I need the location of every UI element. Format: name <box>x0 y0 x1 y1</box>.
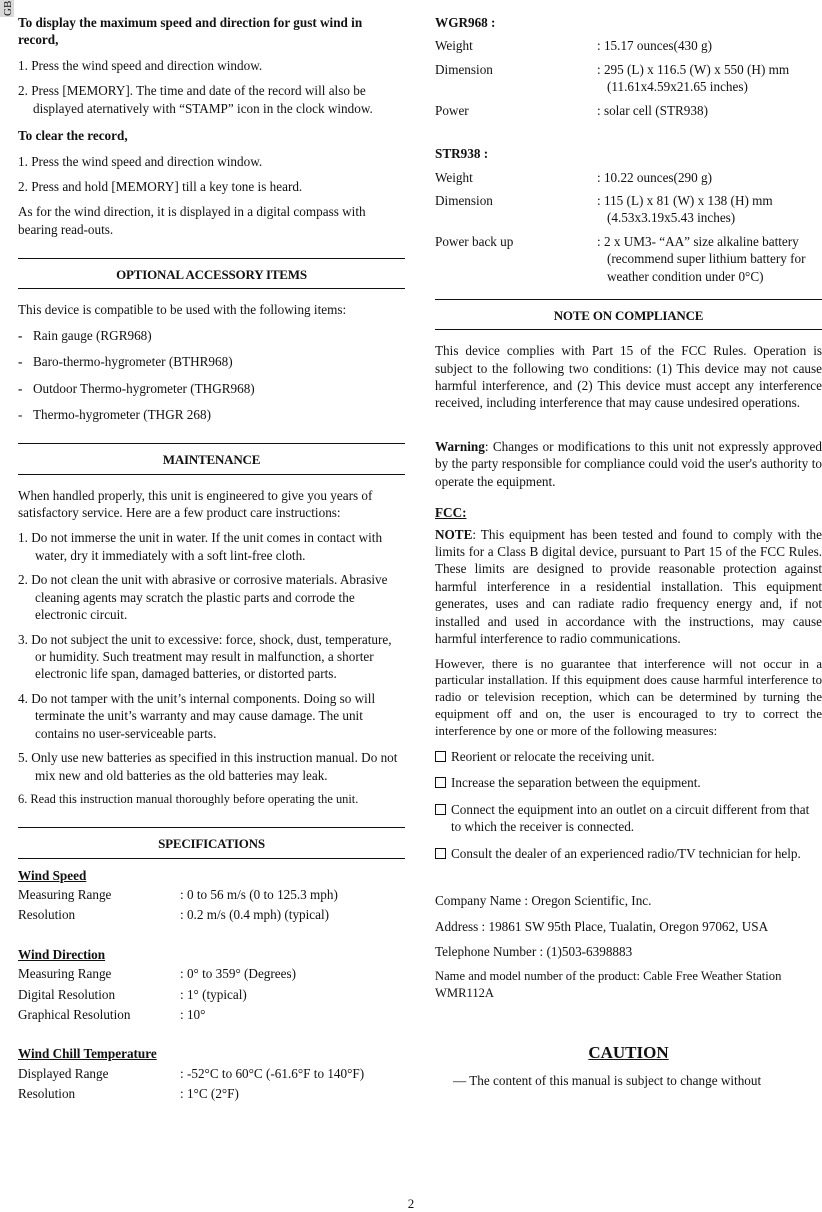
accessory-item <box>18 380 405 397</box>
warning-text: : Changes or modifications to this unit not expressly approved by the party responsible for compliance could void the user's authority to operate the equipment. <box>435 438 822 489</box>
spec-key: Dimension <box>435 192 493 208</box>
maintenance-heading: MAINTENANCE <box>18 443 405 474</box>
spec-key: Graphical Resolution <box>18 1007 131 1023</box>
spec-row <box>435 169 822 186</box>
accessory-intro: This device is compatible to be used with the following items: <box>18 302 347 318</box>
company-telephone: Telephone Number : (1)503-6398883 <box>435 943 633 959</box>
spec-row <box>18 1006 405 1023</box>
measure-item <box>435 801 822 836</box>
spec-value: : 0.2 m/s (0.4 mph) (typical) <box>180 907 330 923</box>
note-label: NOTE <box>435 526 473 542</box>
bullet-dash: - <box>18 354 23 370</box>
maintenance-item: 4. Do not tamper with the unit’s internal components. Doing so will terminate the unit’s warranty and may cause damage. The unit contains no user-serviceable parts. <box>18 690 376 741</box>
spec-value: : -52°C to 60°C (-61.6°F to 140°F) <box>180 1065 365 1081</box>
spec-value: : 0° to 359° (Degrees) <box>180 966 297 982</box>
specifications-heading: SPECIFICATIONS <box>18 827 405 858</box>
accessory-heading: OPTIONAL ACCESSORY ITEMS <box>18 258 405 289</box>
spec-key: Resolution <box>18 907 76 923</box>
company-name: Company Name : Oregon Scientific, Inc. <box>435 893 652 909</box>
clear-step: 2. Press and hold [MEMORY] till a key tone is heard. <box>18 178 303 194</box>
spec-value: : 1° (typical) <box>180 986 247 1002</box>
spec-key: Power <box>435 102 469 118</box>
bullet-dash: - <box>18 380 23 396</box>
spec-row <box>435 37 822 54</box>
accessory-label: Thermo-hygrometer (THGR 268) <box>33 407 211 423</box>
fcc-note-paragraph <box>435 526 822 648</box>
spec-row <box>18 1085 405 1102</box>
wind-speed-title: Wind Speed <box>18 867 87 883</box>
accessory-label: Baro-thermo-hygrometer (BTHR968) <box>33 354 233 370</box>
right-column <box>435 14 822 1097</box>
measure-text: Connect the equipment into an outlet on a circuit different from that to which the receiver is connected. <box>451 801 810 835</box>
compass-note: As for the wind direction, it is displayed in a digital compass with bearing read-outs. <box>18 204 366 237</box>
compliance-heading: NOTE ON COMPLIANCE <box>435 299 822 330</box>
measure-text: Reorient or relocate the receiving unit. <box>451 749 655 764</box>
product-name: Name and model number of the product: Cable Free Weather Station WMR112A <box>435 969 782 1000</box>
gust-step: 1. Press the wind speed and direction window. <box>18 57 263 73</box>
gust-title: To display the maximum speed and direction for gust wind in record, <box>18 15 363 48</box>
caution-title: CAUTION <box>588 1042 669 1062</box>
caution-text: — The content of this manual is subject to change without <box>453 1073 762 1089</box>
measure-text: Increase the separation between the equipment. <box>451 775 701 791</box>
spec-value: : 2 x UM3- “AA” size alkaline battery (recommend super lithium battery for weather condition under 0°C) <box>597 233 806 284</box>
spec-key: Weight <box>435 169 473 185</box>
spec-row <box>18 1065 405 1082</box>
spec-key: Displayed Range <box>18 1065 109 1081</box>
spec-row <box>18 906 405 923</box>
spec-row <box>435 102 822 119</box>
bullet-dash: - <box>18 407 23 423</box>
maintenance-item: 5. Only use new batteries as specified in this instruction manual. Do not mix new and old batteries as the old batteries may leak. <box>18 750 398 783</box>
accessory-item <box>18 353 405 370</box>
wind-chill-title: Wind Chill Temperature <box>18 1046 157 1062</box>
spec-row <box>435 233 822 285</box>
measure-text: Consult the dealer of an experienced radio/TV technician for help. <box>451 845 801 861</box>
checkbox-icon <box>435 804 446 815</box>
measure-item <box>435 845 822 862</box>
wgr968-title: WGR968 : <box>435 15 496 30</box>
spec-value: : 10.22 ounces(290 g) <box>597 169 713 185</box>
spec-row <box>435 61 822 96</box>
company-address: Address : 19861 SW 95th Place, Tualatin, Oregon 97062, USA <box>435 918 769 934</box>
fcc-title: FCC: <box>435 505 467 521</box>
spec-key: Measuring Range <box>18 886 112 902</box>
clear-title: To clear the record, <box>18 128 128 144</box>
spec-value: : 115 (L) x 81 (W) x 138 (H) mm (4.53x3.19x5.43 inches) <box>597 192 773 226</box>
spec-row <box>18 965 405 982</box>
language-tab: GB <box>2 0 14 17</box>
spec-value: : 10° <box>180 1007 206 1023</box>
checkbox-icon <box>435 777 446 788</box>
wind-direction-title: Wind Direction <box>18 946 106 962</box>
spec-row <box>18 986 405 1003</box>
spec-value: : solar cell (STR938) <box>597 102 708 118</box>
page-number: 2 <box>407 1196 415 1211</box>
maintenance-item: 2. Do not clean the unit with abrasive or corrosive materials. Abrasive cleaning agents may scratch the plastic parts and corrode the electronic circuit. <box>18 572 388 623</box>
warning-label: Warning <box>435 438 485 454</box>
checkbox-icon <box>435 751 446 762</box>
checkbox-icon <box>435 848 446 859</box>
spec-row <box>435 192 822 227</box>
maintenance-item: 6. Read this instruction manual thoroughly before operating the unit. <box>18 791 359 806</box>
compliance-text: This device complies with Part 15 of the FCC Rules. Operation is subject to the following two conditions: (1) This device may not cause harmful interference, and (2) This device must accept any interference received, including interference that may cause undesired operations. <box>435 343 822 411</box>
measure-item <box>435 748 822 765</box>
accessory-label: Rain gauge (RGR968) <box>33 327 152 343</box>
spec-value: : 0 to 56 m/s (0 to 125.3 mph) <box>180 886 338 902</box>
spec-value: : 15.17 ounces(430 g) <box>597 38 713 54</box>
bullet-dash: - <box>18 327 23 343</box>
spec-key: Digital Resolution <box>18 986 116 1002</box>
spec-value: : 295 (L) x 116.5 (W) x 550 (H) mm (11.61x4.59x21.65 inches) <box>597 61 790 95</box>
spec-key: Weight <box>435 38 473 54</box>
left-column <box>18 14 405 1106</box>
spec-key: Resolution <box>18 1086 76 1102</box>
clear-step: 1. Press the wind speed and direction window. <box>18 153 263 169</box>
accessory-item <box>18 327 405 344</box>
spec-key: Power back up <box>435 233 514 249</box>
accessory-label: Outdoor Thermo-hygrometer (THGR968) <box>33 380 255 396</box>
gust-step: 2. Press [MEMORY]. The time and date of the record will also be displayed aternatively with “STAMP” icon in the clock window. <box>18 83 373 116</box>
maintenance-intro: When handled properly, this unit is engineered to give you years of satisfactory service. Here are a few product care instructions: <box>18 487 373 521</box>
spec-key: Dimension <box>435 61 493 77</box>
spec-key: Measuring Range <box>18 966 112 982</box>
spec-value: : 1°C (2°F) <box>180 1086 239 1102</box>
note-text: : This equipment has been tested and found to comply with the limits for a Class B digital device, pursuant to Part 15 of the FCC Rules. These limits are designed to provide reasonable protection against harmful interference in a residential installation. This equipment generates, uses and can radiate radio frequency energy and, if not installed and used in accordance with the instructions, may cause harmful interference to radio communications. <box>435 526 822 647</box>
warning-paragraph <box>435 438 822 490</box>
maintenance-item: 3. Do not subject the unit to excessive: force, shock, dust, temperature, or humidity. Such treatment may result in malfunction, a shorter electronic life span, damaged batteries, or distorted parts. <box>18 631 392 682</box>
str938-title: STR938 : <box>435 146 489 162</box>
spec-row <box>18 886 405 903</box>
guarantee-text: However, there is no guarantee that interference will not occur in a particular installation. If this equipment does cause harmful interference to radio or television reception, which can be determined by turning the equipment off and on, the user is encouraged to try to correct the interference by one or more of the following measures: <box>435 656 822 739</box>
accessory-item <box>18 406 405 423</box>
measure-item <box>435 774 822 791</box>
maintenance-item: 1. Do not immerse the unit in water. If the unit comes in contact with water, dry it immediately with a soft lint-free cloth. <box>18 530 383 563</box>
